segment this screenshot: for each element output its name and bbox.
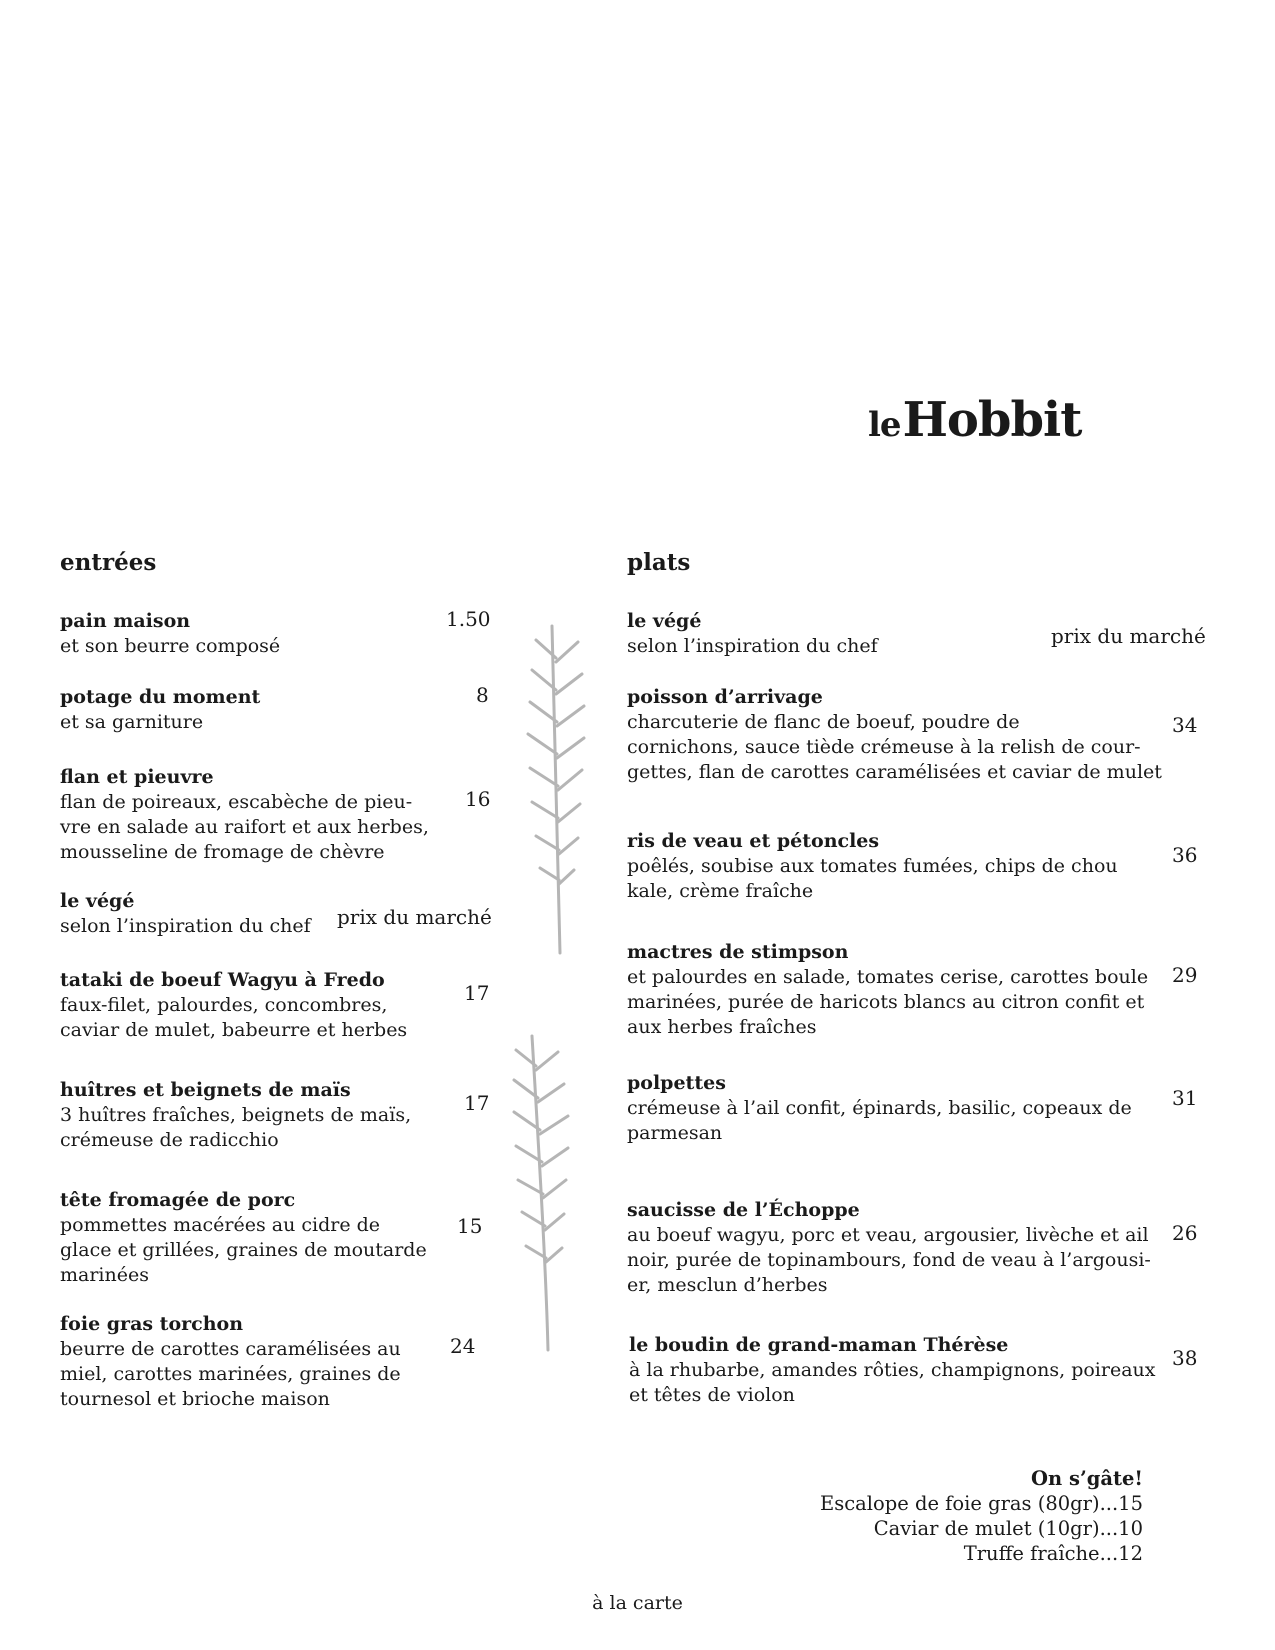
- menu-item: [627, 685, 1162, 785]
- item-desc: glace et grillées, graines de moutarde: [60, 1239, 427, 1261]
- menu-item: [60, 968, 407, 1043]
- item-name: flan et pieuvre: [60, 766, 214, 788]
- item-name: le végé: [627, 610, 702, 632]
- item-desc: kale, crème fraîche: [627, 880, 814, 902]
- item-desc: selon l’inspiration du chef: [60, 915, 311, 937]
- item-desc: caviar de mulet, babeurre et herbes: [60, 1019, 408, 1041]
- restaurant-logo: [868, 392, 1081, 448]
- item-desc: et sa garniture: [60, 711, 204, 733]
- item-name: le végé: [60, 890, 135, 912]
- item-desc: miel, carottes marinées, graines de: [60, 1363, 401, 1385]
- menu-item: [60, 685, 260, 735]
- item-price: 38: [1172, 1346, 1198, 1370]
- herb-sprig-icon: [522, 618, 592, 958]
- item-price: 26: [1172, 1221, 1198, 1245]
- item-desc: cornichons, sauce tiède crémeuse à la relish de cour-: [627, 736, 1141, 758]
- item-price: 31: [1172, 1086, 1198, 1110]
- item-price: 1.50: [446, 607, 491, 631]
- item-desc: crémeuse de radicchio: [60, 1129, 279, 1151]
- item-desc: vre en salade au raifort et aux herbes,: [60, 816, 429, 838]
- item-desc: charcuterie de flanc de boeuf, poudre de: [627, 711, 1020, 733]
- item-desc: noir, purée de topinambours, fond de veau à l’argousi-: [627, 1249, 1151, 1271]
- item-price: 8: [476, 683, 489, 707]
- item-price: 15: [457, 1214, 483, 1238]
- page-footer: à la carte: [592, 1592, 683, 1614]
- item-desc: à la rhubarbe, amandes rôties, champignons, poireaux: [629, 1359, 1156, 1381]
- menu-item: [627, 1198, 1151, 1298]
- item-desc: et têtes de violon: [629, 1384, 795, 1406]
- item-price: prix du marché: [1051, 624, 1206, 648]
- extras-box: [820, 1466, 1143, 1566]
- item-name: potage du moment: [60, 686, 261, 708]
- item-price: 29: [1172, 963, 1198, 987]
- item-name: polpettes: [627, 1072, 726, 1094]
- item-name: saucisse de l’Échoppe: [627, 1199, 860, 1221]
- item-desc: gettes, flan de carottes caramélisées et caviar de mulet: [627, 761, 1162, 783]
- item-desc: au boeuf wagyu, porc et veau, argousier, livèche et ail: [627, 1224, 1149, 1246]
- item-desc: faux-filet, palourdes, concombres,: [60, 994, 388, 1016]
- extras-line: Caviar de mulet (10gr)...10: [873, 1517, 1143, 1540]
- item-desc: beurre de carottes caramélisées au: [60, 1338, 401, 1360]
- item-desc: crémeuse à l’ail confit, épinards, basilic, copeaux de: [627, 1097, 1132, 1119]
- item-name: tataki de boeuf Wagyu à Fredo: [60, 969, 385, 991]
- item-desc: parmesan: [627, 1122, 723, 1144]
- item-desc: et son beurre composé: [60, 635, 281, 657]
- item-name: huîtres et beignets de maïs: [60, 1079, 351, 1101]
- item-price: 36: [1172, 843, 1198, 867]
- item-name: poisson d’arrivage: [627, 686, 823, 708]
- item-desc: selon l’inspiration du chef: [627, 635, 878, 657]
- item-price: prix du marché: [337, 905, 492, 929]
- extras-title: On s’gâte!: [1031, 1467, 1143, 1490]
- item-desc: poêlés, soubise aux tomates fumées, chips de chou: [627, 855, 1118, 877]
- item-price: 17: [464, 981, 490, 1005]
- item-desc: mousseline de fromage de chèvre: [60, 841, 385, 863]
- item-desc: er, mesclun d’herbes: [627, 1274, 828, 1296]
- item-name: mactres de stimpson: [627, 941, 849, 963]
- item-desc: marinées: [60, 1264, 149, 1286]
- menu-item: [627, 940, 1148, 1040]
- menu-item: [60, 609, 280, 659]
- menu-item: [627, 1071, 1132, 1146]
- item-price: 17: [464, 1091, 490, 1115]
- section-title-entrees: entrées: [60, 549, 157, 576]
- item-price: 24: [450, 1334, 476, 1358]
- menu-item: [60, 765, 429, 865]
- extras-line: Escalope de foie gras (80gr)...15: [819, 1492, 1143, 1515]
- menu-item: [60, 1312, 401, 1412]
- logo-le: le: [868, 405, 901, 445]
- menu-item: [60, 1078, 411, 1153]
- item-desc: tournesol et brioche maison: [60, 1388, 330, 1410]
- menu-item: [60, 1188, 427, 1288]
- item-name: tête fromagée de porc: [60, 1189, 296, 1211]
- menu-item: [627, 829, 1118, 904]
- item-desc: aux herbes fraîches: [627, 1016, 817, 1038]
- menu-item: [627, 609, 878, 659]
- item-price: 16: [465, 787, 491, 811]
- item-name: pain maison: [60, 610, 191, 632]
- menu-item: [60, 889, 311, 939]
- item-desc: 3 huîtres fraîches, beignets de maïs,: [60, 1104, 412, 1126]
- extras-line: Truffe fraîche...12: [963, 1542, 1143, 1565]
- menu-item: [629, 1333, 1156, 1408]
- herb-sprig-icon: [508, 1030, 578, 1355]
- item-name: foie gras torchon: [60, 1313, 244, 1335]
- section-title-plats: plats: [627, 549, 691, 576]
- item-price: 34: [1172, 713, 1198, 737]
- item-name: le boudin de grand-maman Thérèse: [629, 1334, 1009, 1356]
- item-desc: flan de poireaux, escabèche de pieu-: [60, 791, 413, 813]
- item-desc: et palourdes en salade, tomates cerise, carottes boule: [627, 966, 1149, 988]
- logo-name: Hobbit: [902, 392, 1082, 448]
- item-desc: pommettes macérées au cidre de: [60, 1214, 381, 1236]
- item-name: ris de veau et pétoncles: [627, 830, 880, 852]
- item-desc: marinées, purée de haricots blancs au citron confit et: [627, 991, 1145, 1013]
